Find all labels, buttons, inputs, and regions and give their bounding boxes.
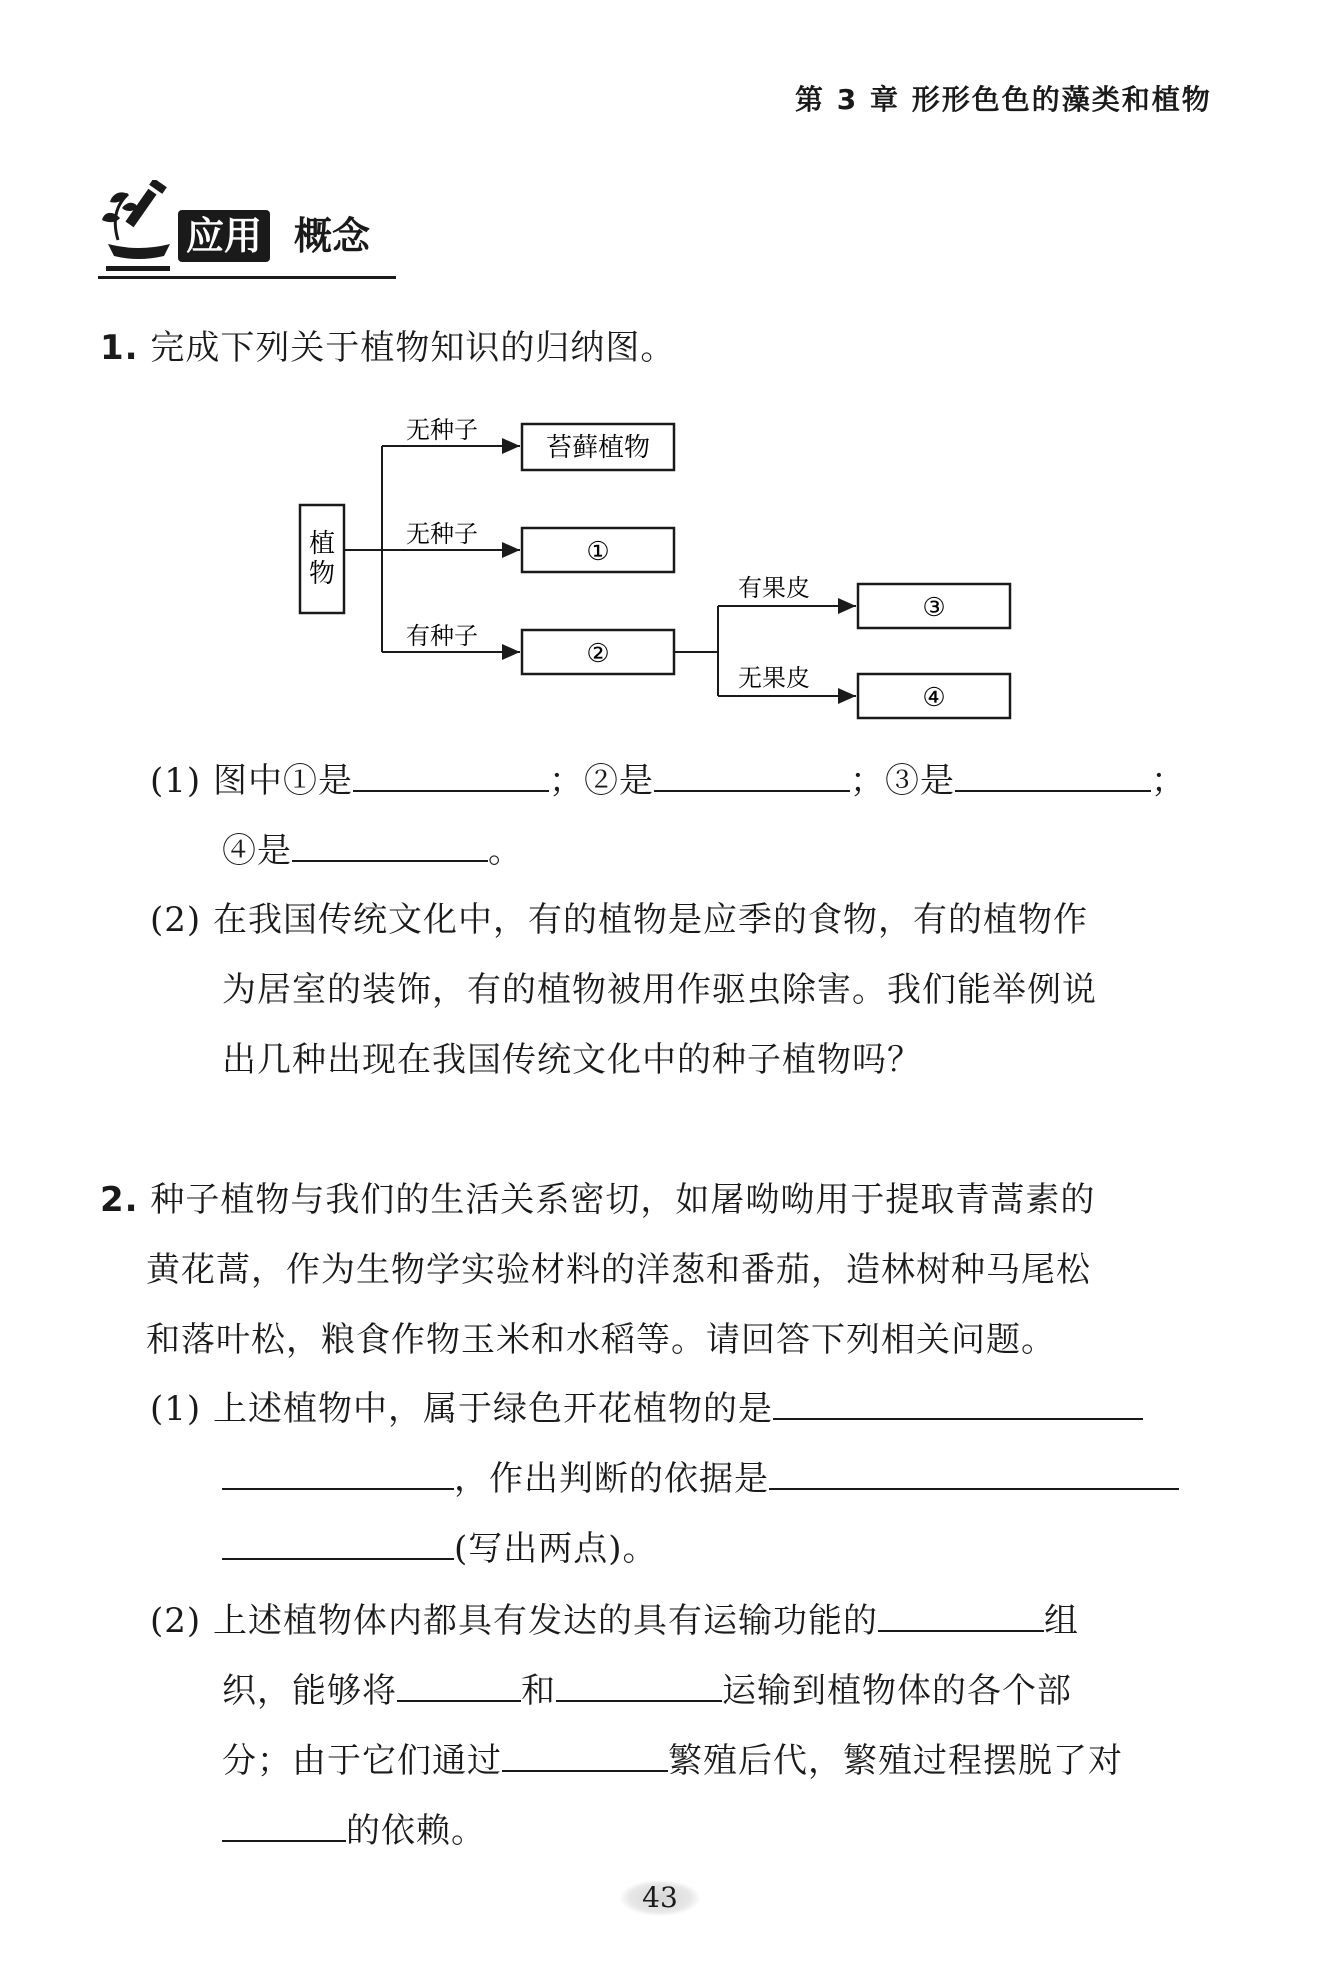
section-heading-text: 概念 [294,214,371,258]
q1-part2-number: (2) [150,900,202,940]
q2-part2-text-2b: 和 [521,1671,556,1711]
q2-part2-number: (2) [150,1601,202,1641]
answer-blank[interactable] [353,760,549,792]
q2-number: 2. [100,1180,139,1220]
diagram-box-3-label: ③ [922,593,946,623]
q2-part2-text-2c: 运输到植物体的各个部 [722,1671,1072,1711]
q1-part2-text-2: 为居室的装饰，有的植物被用作驱虫除害。我们能举例说 [222,970,1097,1010]
q1-part2-text-1: 在我国传统文化中，有的植物是应季的食物，有的植物作 [212,900,1088,940]
q2-part2-text-3b: 繁殖后代，繁殖过程摆脱了对 [668,1741,1123,1781]
q2-part2-line1 [150,1600,1079,1641]
section-heading-highlight: 应用 [178,210,270,262]
q1-stem [100,328,675,368]
q2-part1-line2 [222,1458,1179,1499]
answer-blank[interactable] [397,1670,521,1702]
q1-part1-number: (1) [150,761,202,801]
q2-stem-line1 [100,1180,1095,1220]
section-heading [98,180,398,285]
answer-blank[interactable] [222,1528,454,1560]
q2-part2-text-4b: 的依赖。 [346,1811,486,1851]
answer-blank[interactable] [878,1600,1044,1632]
q1-part1-line2 [222,830,523,871]
q1-part1-seg1: 图中①是 [212,761,353,801]
answer-blank[interactable] [654,760,850,792]
diagram-box-2-label: ② [586,639,610,669]
answer-blank[interactable] [222,1810,346,1842]
q2-text-1: 种子植物与我们的生活关系密切，如屠呦呦用于提取青蒿素的 [150,1180,1096,1220]
diagram-root-label-2: 物 [308,559,336,589]
plant-classification-diagram [290,410,1030,730]
diagram-box-4-label: ④ [922,683,946,713]
answer-blank[interactable] [955,760,1151,792]
diagram-sub1-label: 有果皮 [738,574,810,602]
answer-blank[interactable] [292,830,488,862]
answer-blank[interactable] [556,1670,722,1702]
q1-part2-line1 [150,900,1088,940]
q1-text: 完成下列关于植物知识的归纳图。 [150,328,676,368]
answer-blank[interactable] [769,1458,1179,1490]
q1-part1-line2-b: 。 [488,831,523,871]
diagram-branch3-label: 有种子 [406,622,478,650]
answer-blank[interactable] [222,1458,454,1490]
q2-part1-line3 [222,1528,658,1569]
page-number: 43 [620,1880,700,1916]
q2-part2-line4 [222,1810,486,1851]
diagram-root-label-1: 植 [308,529,336,559]
q2-part2-line3 [222,1740,1123,1781]
diagram-box-moss-label: 苔藓植物 [545,433,651,463]
q2-part1-line1 [150,1388,1143,1429]
chapter-header: 第 3 章 形形色色的藻类和植物 [795,83,1212,116]
diagram-branch1-label: 无种子 [406,416,478,444]
q2-part2-text-1a: 上述植物体内都具有发达的具有运输功能的 [212,1601,878,1641]
q2-part2-line2 [222,1670,1072,1711]
diagram-sub2-label: 无果皮 [738,664,810,692]
q1-part2-text-3: 出几种出现在我国传统文化中的种子植物吗？ [222,1040,922,1080]
q2-part1-text-1: 上述植物中，属于绿色开花植物的是 [212,1389,773,1429]
q2-part1-number: (1) [150,1389,202,1429]
q1-part1-line1 [150,760,1186,801]
answer-blank[interactable] [773,1388,1143,1420]
q2-part1-text-2: ，作出判断的依据是 [454,1459,769,1499]
q2-text-3: 和落叶松，粮食作物玉米和水稻等。请回答下列相关问题。 [146,1320,1056,1360]
q1-part1-line2-a: ④是 [222,831,292,871]
q2-text-2: 黄花蒿，作为生物学实验材料的洋葱和番茄，造林树种马尾松 [146,1250,1091,1290]
q2-part2-text-2a: 织，能够将 [222,1671,397,1711]
q2-part1-text-3: (写出两点)。 [454,1529,658,1569]
answer-blank[interactable] [502,1740,668,1772]
plant-microscope-icon [98,180,176,275]
q1-part1-seg2: ；②是 [548,761,654,801]
q1-number: 1. [100,328,139,368]
q1-part1-seg3: ；③是 [849,761,955,801]
diagram-branch2-label: 无种子 [406,520,478,548]
section-heading-rule [98,276,396,279]
q1-part1-seg4: ； [1150,761,1186,801]
diagram-box-1-label: ① [586,537,610,567]
q2-part2-text-1b: 组 [1043,1601,1079,1641]
q2-part2-text-3a: 分；由于它们通过 [222,1741,502,1781]
